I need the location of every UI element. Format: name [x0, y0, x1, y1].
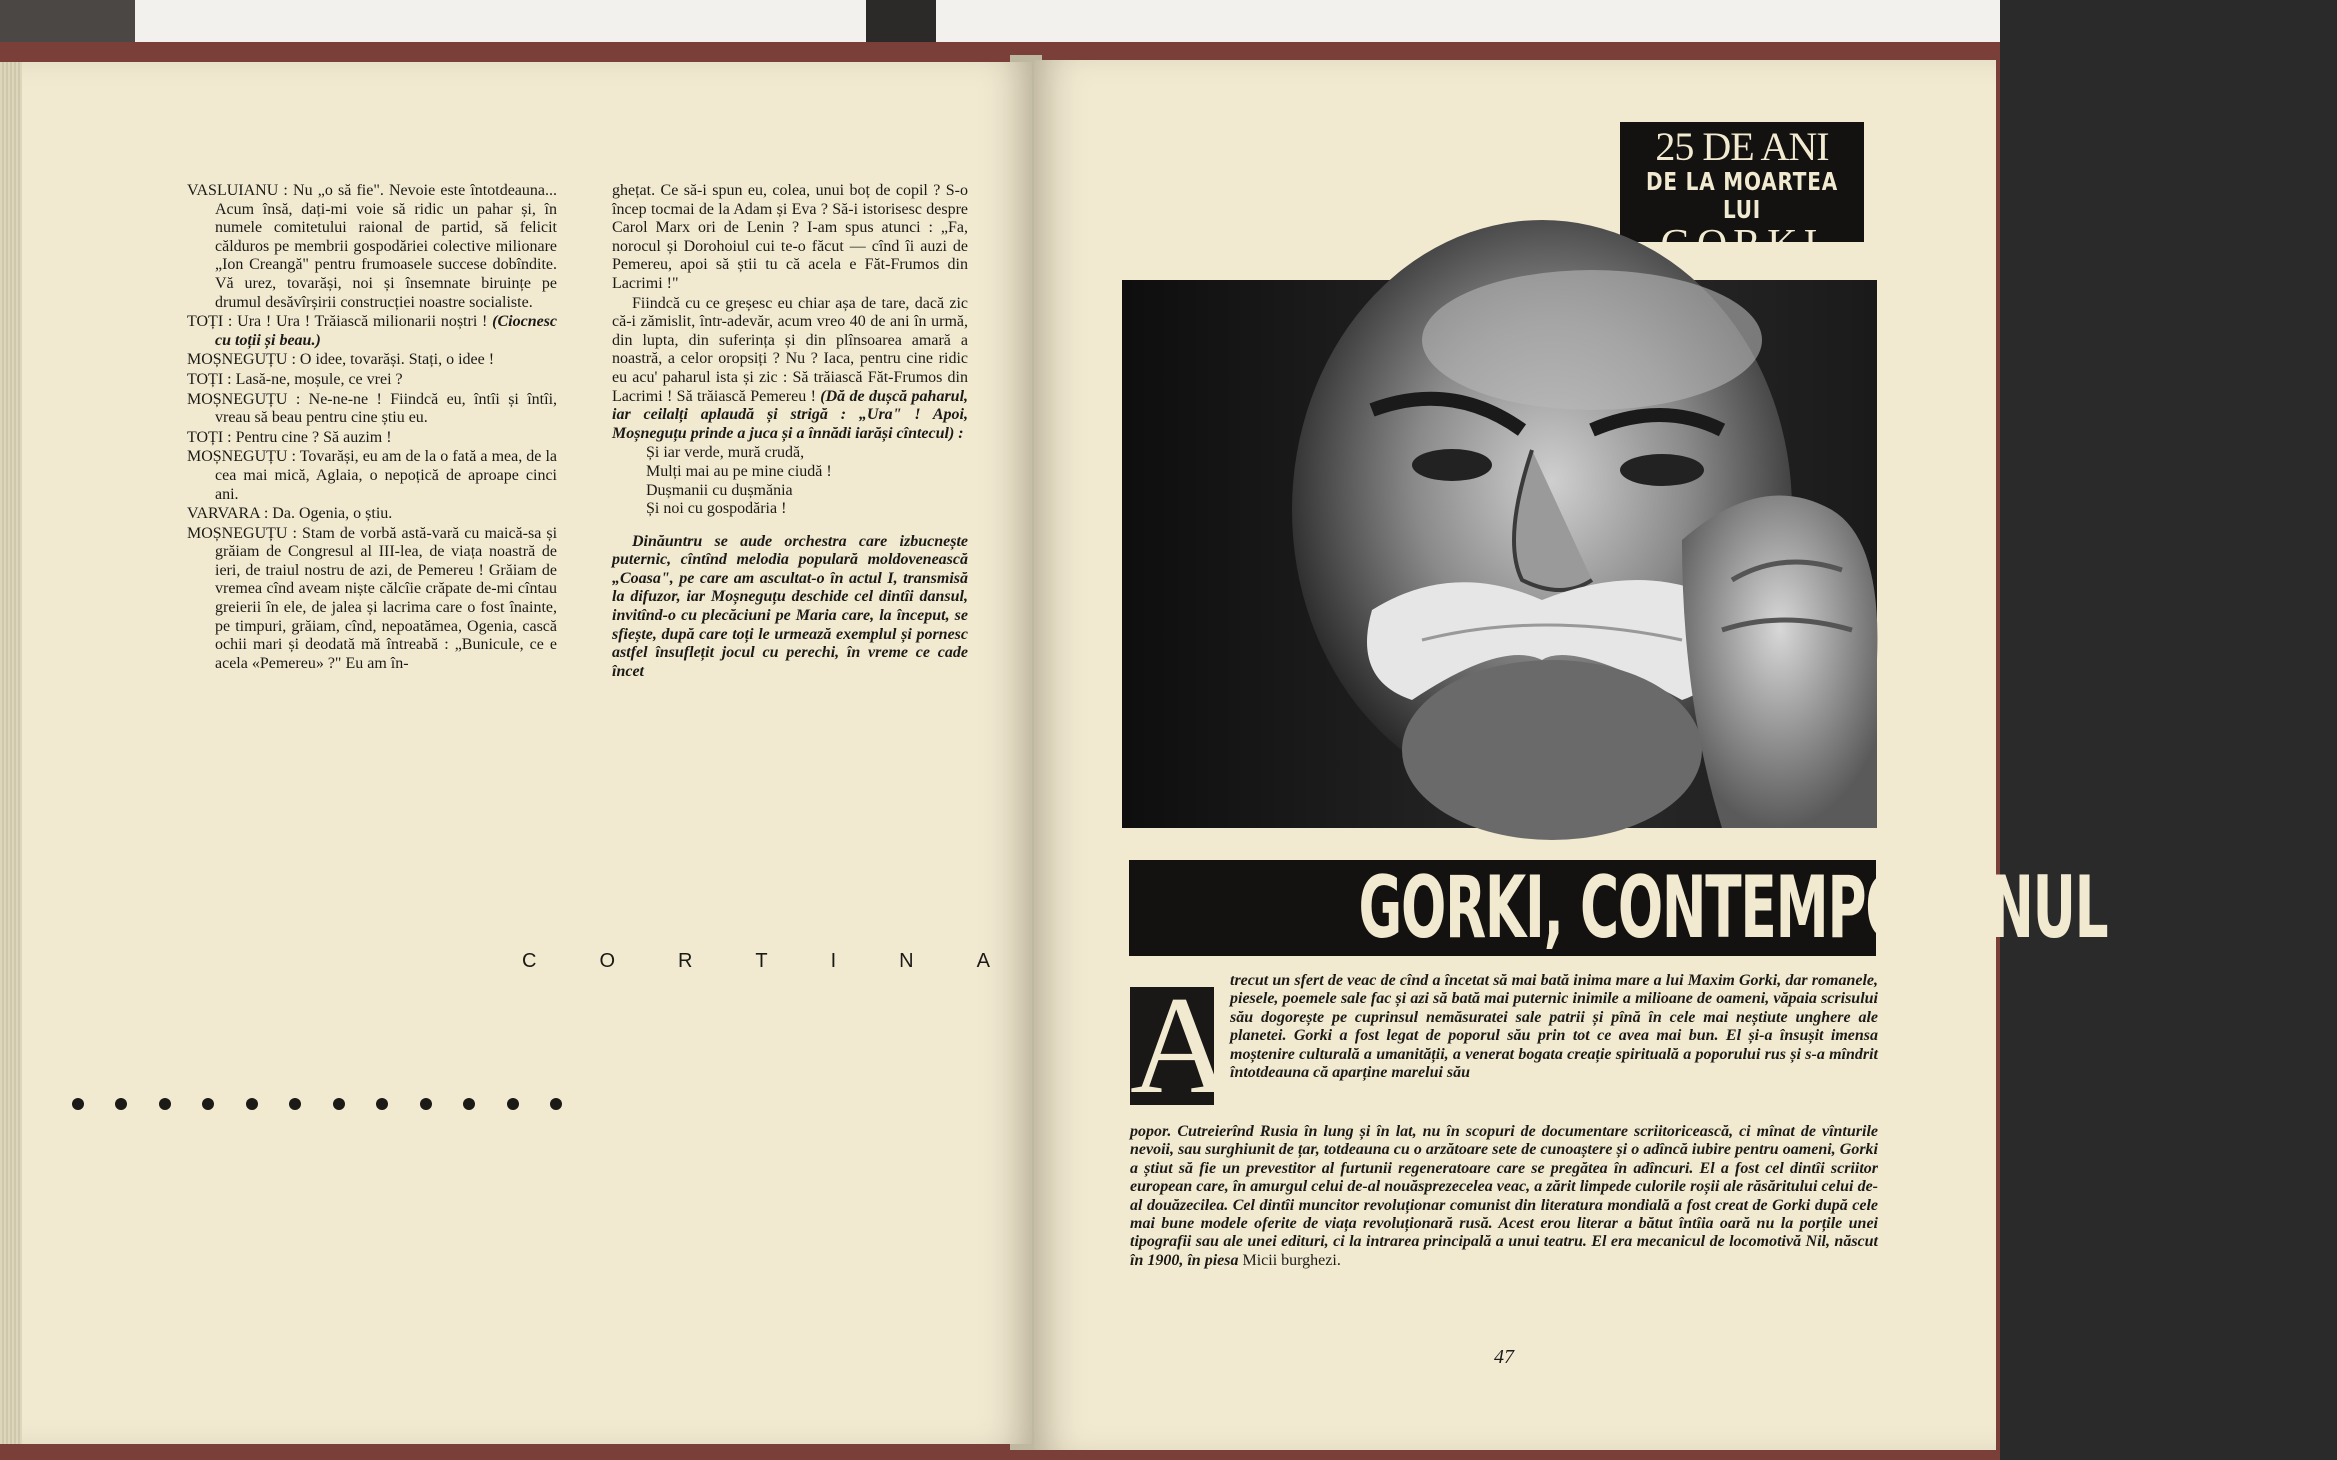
- gorki-portrait-photo: [1122, 280, 1877, 828]
- dialogue-paragraph: ghețat. Ce să-i spun eu, colea, unui boț de copil ? S-o încep tocmai de la Adam și Eva ? Să-i istorisesc despre Carol Marx ori de Lenin ? I-am spus atunci : „Fa, norocul și Dorohoiul cui te-o făcut — cînd îi auzi de Pemereu, apoi să știi tu că acela e Făt-Frumos din Lacrimi !": [612, 182, 968, 292]
- verse-line: Și noi cu gospodăria !: [646, 500, 787, 518]
- background-strip: [0, 0, 2000, 42]
- divider-dot: [72, 1098, 84, 1110]
- cortina-letter: T: [755, 950, 770, 972]
- dialogue-line: TOȚI : Pentru cine ? Să auzim !: [187, 428, 392, 446]
- divider-dot: [333, 1098, 345, 1110]
- stage-direction: Dinăuntru se aude orchestra care izbucnește puternic, cîntînd melodia populară moldovenească „Coasa", pe care am ascultat-o în actul I, transmisă la difuzor, iar Moșneguțu deschide cel dintîi dansul, invitînd-o cu plecăciuni pe Maria care, la început, se sfiește, după care toți le urmează exemplul și pornesc astfel însuflețit jocul cu perechi, în vreme ce cade încet: [612, 532, 968, 680]
- song-verse: [612, 444, 968, 518]
- page-number: 47: [1494, 1346, 1514, 1368]
- dialogue-paragraph: Fiindcă cu ce greșesc eu chiar așa de tare, dacă zic că-i zămislit, într-adevăr, acum vreo 40 de ani în urmă, din lupta, din suferința și din plînsoarea amară a noastră, a celor oropsiți ? Nu ? Iaca, pentru cine ridic eu acu' paharul ista și zic : Să trăiască Făt-Frumos din Lacrimi ! Să trăiască Pemereu ! (Dă de dușcă paharul, iar ceilalți aplaudă și strigă : „Ura" ! Apoi, Moșneguțu prinde a juca și a înnădi iarăși cîntecul) :: [612, 294, 969, 442]
- verse-line: Dușmanii cu dușmănia: [646, 481, 793, 499]
- article-headline: GORKI, CONTEMPORANUL: [1129, 860, 1876, 956]
- divider-dot: [463, 1098, 475, 1110]
- article-body-text: popor. Cutreierînd Rusia în lung și în lat, nu în scopuri de documentare scriitoricească, ci mînat de vînturile nevoii, sau surghiunit de țar, totdeauna cu o arzătoare sete de cunoaștere și o adîncă iubire pentru oameni, Gorki a știut să fie un prevestitor al furtunii regeneratoare care se pregătea în adîncuri. El a fost cel dintîi scriitor european care, în amurgul celui de-al nouăsprezecelea veac, a zărit limpede culorile roșii ale răsăritului celui de-al douăzecilea. Cel dintîi muncitor revoluționar comunist din literatura mondială a fost creat de Gorki după cele mai bune modele oferite de viața revoluționară rusă. Acest erou literar a bătut întîia oară nu la porțile unei tipografii sau ale unei edituri, ci la intrarea principală a unui teatru. El era mecanicul de locomotivă Nil, născut în 1900, în piesa: [1130, 1123, 1878, 1269]
- drop-cap: A: [1130, 968, 1232, 1123]
- dialogue-line: VARVARA : Da. Ogenia, o știu.: [187, 505, 393, 523]
- cortina-letter: N: [899, 950, 916, 972]
- text-column-1: [187, 182, 557, 674]
- dialogue-line: MOȘNEGUȚU : Stam de vorbă astă-vară cu maică-sa și grăiam de Congresul al III-lea, de viața noastră de ieri, de traiul nostru de azi, de Pemereu ! Grăiam de vremea cînd aveam niște călcîie crăpate de-mi cîntau greierii în ele, de jalea și lacrima care o fost înainte, pe timpuri, grăiam, cînd, nepoatămea, Ogenia, cască ochii mari și deodată mă întreabă : „Bunicule, ce e acela «Pemereu» ?" Eu am în-: [187, 524, 558, 672]
- cortina-letter: C: [522, 950, 539, 972]
- dialogue-line: MOȘNEGUȚU : Ne-ne-ne ! Fiindcă eu, întîi și întîi, vreau să beau pentru cine știu eu.: [187, 390, 558, 427]
- verse-line: Și iar verde, mură crudă,: [646, 444, 805, 462]
- banner-line: GORKI: [1660, 222, 1824, 268]
- dot-divider: [72, 1098, 562, 1110]
- anniversary-banner: [1620, 122, 1864, 268]
- divider-dot: [289, 1098, 301, 1110]
- article-body: [1130, 1123, 1878, 1270]
- divider-dot: [550, 1098, 562, 1110]
- dialogue-line: TOȚI : Lasă-ne, moșule, ce vrei ?: [187, 370, 403, 388]
- dialogue-line: MOȘNEGUȚU : O idee, tovarăși. Stați, o idee !: [187, 351, 495, 369]
- cortina-letter: O: [599, 950, 617, 972]
- divider-dot: [420, 1098, 432, 1110]
- text-column-2: [612, 182, 968, 682]
- portrait-illustration: [1122, 280, 1877, 828]
- background-object: [0, 0, 135, 42]
- article-body-end: Micii burghezi.: [1242, 1251, 1341, 1269]
- right-page: [1034, 60, 2108, 1450]
- left-page: [22, 62, 1032, 1444]
- divider-dot: [115, 1098, 127, 1110]
- divider-dot: [202, 1098, 214, 1110]
- cortina-letter: I: [830, 950, 839, 972]
- cortina-letter: R: [677, 950, 695, 972]
- divider-dot: [376, 1098, 388, 1110]
- banner-line: DE LA MOARTEA LUI: [1646, 167, 1838, 224]
- divider-dot: [159, 1098, 171, 1110]
- divider-dot: [507, 1098, 519, 1110]
- banner-line: 25 DE ANI: [1655, 124, 1829, 169]
- background-object: [866, 0, 936, 42]
- dialogue-line: MOȘNEGUȚU : Tovarăși, eu am de la o fată a mea, de la cea mai mică, Aglaia, o nepoțică de aproape cinci ani.: [187, 448, 558, 503]
- cortina-letter: A: [976, 950, 992, 972]
- cortina-heading: [522, 950, 992, 973]
- verse-line: Mulți mai au pe mine ciudă !: [646, 462, 832, 480]
- dialogue-line: TOȚI : Ura ! Ura ! Trăiască milionarii noștri ! (Ciocnesc cu toții și beau.): [187, 313, 558, 349]
- article-body-intro: trecut un sfert de veac de cînd a încetat să mai bată inima mare a lui Maxim Gorki, dar romanele, piesele, poemele sale fac și azi să bată mai puternic inimile a milioane de oameni, văpaia scrisului său dogorește pe cuprinsul nemăsuratei sale patrii și pînă în cele mai neștiute unghere ale planetei. Gorki a fost legat de poporul său prin tot ce avea mai bun. El și-a însușit imensa moștenire culturală a umanității, a venerat bogata creație spirituală a poporului rus și s-a mîndrit întotdeauna că aparține marelui său: [1230, 972, 1878, 1082]
- divider-dot: [246, 1098, 258, 1110]
- dialogue-line: VASLUIANU : Nu „o să fie". Nevoie este întotdeauna... Acum însă, dați-mi voie să ridic un pahar și, în numele comitetului raional de partid, să felicit călduros pe membrii gospodăriei colective milionare „Ion Creangă" pentru frumoasele succese dobîndite. Vă urez, tovarăși, noi și însemnate biruințe pe drumul desăvîrșirii construcției noastre socialiste.: [187, 182, 558, 311]
